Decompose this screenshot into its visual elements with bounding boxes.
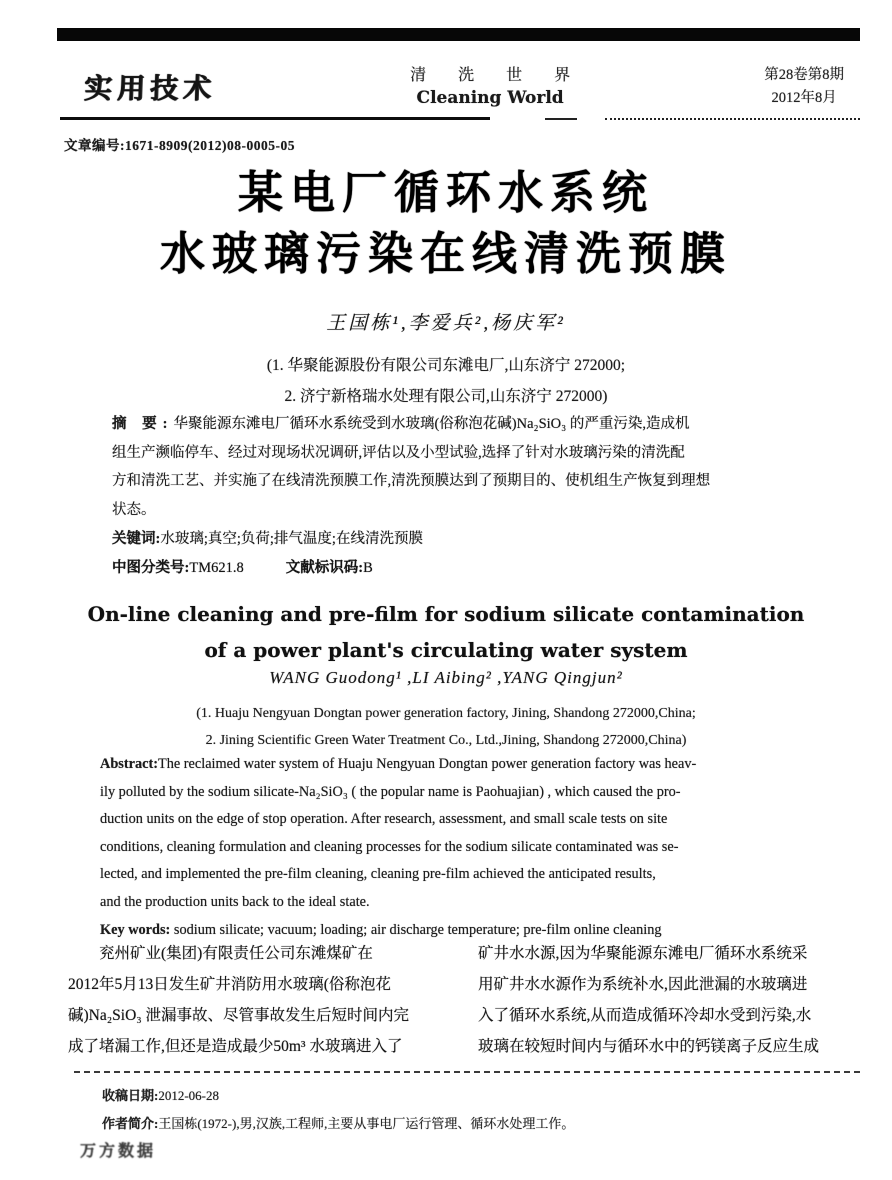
body-right-line: 用矿井水水源作为系统补水,因此泄漏的水玻璃进 [478, 976, 808, 993]
abstract-cn-line1: 摘 要:华聚能源东滩电厂循环水系统受到水玻璃(俗称泡花碱)Na₂SiO₃ 的严重污染,造成机 [112, 416, 690, 432]
body-left-line: 2012年5月13日发生矿井消防用水玻璃(俗称泡花 [68, 976, 391, 993]
issue-date: 2012年8月 [771, 90, 837, 106]
article-title-en-line2: of a power plant's circulating water system [204, 638, 688, 662]
abstract-cn [112, 410, 790, 524]
issue-info [764, 64, 862, 110]
author-bio-label: 作者简介: [102, 1116, 159, 1131]
article-number [64, 134, 295, 154]
article-number-label: 文章编号: [64, 138, 125, 153]
author-bio [74, 1110, 852, 1138]
affiliation-en-1: (1. Huaju Nengyuan Dongtan power generation factory, Jining, Shandong 272000,China; [196, 706, 696, 721]
doc-code-value: B [363, 560, 373, 576]
keywords-en-value: sodium silicate; vacuum; loading; air discharge temperature; pre-film online cleaning [173, 921, 662, 938]
clc-line [112, 556, 373, 577]
body-left-column [68, 938, 452, 1062]
body-left-line: 成了堵漏工作,但还是造成最少50m³ 水玻璃进入了 [68, 1038, 403, 1055]
abstract-cn-line4: 状态。 [112, 501, 156, 518]
body-left-line: 兖州矿业(集团)有限责任公司东滩煤矿在 [99, 945, 373, 962]
abstract-en-line5: lected, and implemented the pre-film cleaning, cleaning pre-film achieved the anticipated results, [100, 866, 656, 883]
keywords-en-label: Key words: [100, 921, 171, 938]
column-stamp: 实用技术 [83, 72, 217, 105]
body-two-columns [68, 938, 862, 1062]
page-header [60, 56, 862, 118]
received-date-label: 收稿日期: [102, 1088, 159, 1103]
article-title-en [0, 596, 892, 668]
body-left-line: 碱)Na₂SiO₃ 泄漏事故、尽管事故发生后短时间内完 [68, 1007, 410, 1024]
rule-solid-segment [60, 117, 490, 120]
keywords-cn [112, 527, 423, 548]
abstract-en-label: Abstract: [100, 756, 158, 772]
body-right-column [478, 938, 862, 1062]
author-bio-value: 王国栋(1972-),男,汉族,工程师,主要从事电厂运行管理、循环水处理工作。 [158, 1116, 575, 1131]
affiliations-cn [0, 350, 892, 412]
affiliations-en [0, 700, 892, 754]
wanfang-watermark: 万方数据 [80, 1143, 157, 1160]
header-rule [60, 117, 860, 120]
received-date [74, 1082, 852, 1110]
article-title-cn [0, 162, 892, 284]
abstract-en-line2: ily polluted by the sodium silicate-Na₂SiO₃ ( the popular name is Paohuajian) , which caused the pro- [100, 783, 681, 800]
journal-title-block [396, 65, 584, 109]
footnote-divider [74, 1071, 860, 1073]
affiliation-cn-1: (1. 华聚能源股份有限公司东滩电厂,山东济宁 272000; [266, 357, 626, 374]
article-title-cn-line1: 某电厂循环水系统 [237, 166, 654, 219]
body-right-line: 入了循环水系统,从而造成循环冷却水受到污染,水 [478, 1007, 812, 1024]
body-right-line: 玻璃在较短时间内与循环水中的钙镁离子反应生成 [478, 1038, 820, 1055]
abstract-en-line3: duction units on the edge of stop operation. After research, assessment, and small scale tests on site [100, 811, 668, 828]
affiliation-en-2: 2. Jining Scientific Green Water Treatment Co., Ltd.,Jining, Shandong 272000,China) [205, 733, 687, 748]
issue-volume: 第28卷第8期 [764, 67, 844, 83]
clc-label: 中图分类号: [112, 560, 190, 576]
article-title-en-line1: On-line cleaning and pre-film for sodium silicate contamination [87, 602, 805, 626]
abstract-cn-line2: 组生产濒临停车、经过对现场状况调研,评估以及小型试验,选择了针对水玻璃污染的清洗配 [112, 444, 685, 461]
authors-cn: 王国栋¹,李爱兵²,杨庆军² [326, 313, 566, 334]
abstract-en-line1: Abstract:The reclaimed water system of Huaju Nengyuan Dongtan power generation factory was heav- [100, 756, 697, 772]
abstract-cn-label: 摘 要: [112, 416, 174, 432]
abstract-cn-line3: 方和清洗工艺、并实施了在线清洗预膜工作,清洗预膜达到了预期目的、使机组生产恢复到理想 [112, 473, 711, 489]
doc-code-label: 文献标识码: [285, 560, 364, 576]
keywords-cn-value: 水玻璃;真空;负荷;排气温度;在线清洗预膜 [160, 531, 423, 547]
article-number-value: 1671-8909(2012)08-0005-05 [125, 138, 295, 153]
rule-dash-segment [545, 118, 577, 120]
footnotes [74, 1082, 852, 1138]
rule-dotted-segment [605, 118, 860, 120]
abstract-en-line6: and the production units back to the ideal state. [100, 893, 370, 910]
received-date-value: 2012-06-28 [158, 1088, 220, 1103]
journal-title-en: Cleaning World [416, 88, 564, 108]
scan-artifact-bar [57, 28, 860, 41]
clc-value: TM621.8 [189, 560, 244, 576]
keywords-cn-label: 关键词: [112, 531, 161, 547]
body-right-line: 矿井水水源,因为华聚能源东滩电厂循环水系统采 [478, 945, 808, 962]
abstract-en [100, 751, 798, 944]
article-title-cn-line2: 水玻璃污染在线清洗预膜 [159, 227, 732, 280]
journal-title-cn: 清 洗 世 界 [410, 67, 585, 84]
authors-en: WANG Guodong¹ ,LI Aibing² ,YANG Qingjun² [269, 668, 623, 687]
affiliation-cn-2: 2. 济宁新格瑞水处理有限公司,山东济宁 272000) [284, 388, 608, 405]
abstract-en-line4: conditions, cleaning formulation and cleaning processes for the sodium silicate contaminated was se- [100, 838, 679, 855]
